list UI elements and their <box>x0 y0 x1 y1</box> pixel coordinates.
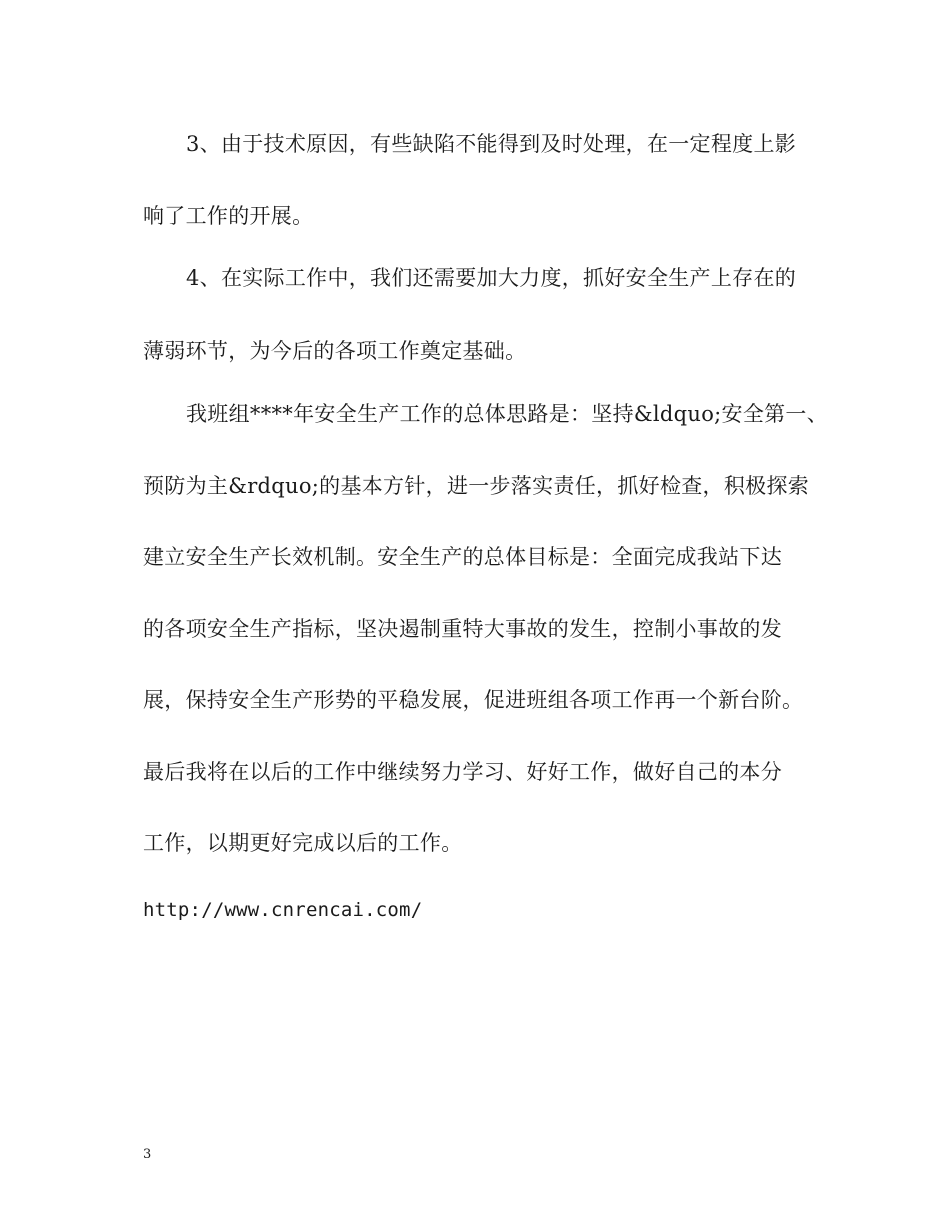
paragraph-plan-line-3: 建立安全生产长效机制。安全生产的总体目标是：全面完成我站下达 <box>143 545 782 569</box>
paragraph-3-line-1: 3、由于技术原因，有些缺陷不能得到及时处理，在一定程度上影 <box>186 132 797 156</box>
source-url: http://www.cnrencai.com/ <box>143 899 423 921</box>
paragraph-plan-line-7: 工作，以期更好完成以后的工作。 <box>143 831 463 855</box>
paragraph-plan-line-5: 展，保持安全生产形势的平稳发展，促进班组各项工作再一个新台阶。 <box>143 688 804 712</box>
paragraph-plan-line-1: 我班组****年安全生产工作的总体思路是：坚持&ldquo;安全第一、 <box>186 402 829 426</box>
paragraph-3-line-2: 响了工作的开展。 <box>143 204 314 228</box>
page-number: 3 <box>143 1147 152 1162</box>
paragraph-plan-line-6: 最后我将在以后的工作中继续努力学习、好好工作，做好自己的本分 <box>143 760 782 784</box>
paragraph-4-line-2: 薄弱环节，为今后的各项工作奠定基础。 <box>143 339 527 363</box>
paragraph-4-line-1: 4、在实际工作中，我们还需要加大力度，抓好安全生产上存在的 <box>186 266 797 290</box>
paragraph-plan-line-2: 预防为主&rdquo;的基本方针，进一步落实责任，抓好检查，积极探索 <box>143 474 810 498</box>
paragraph-plan-line-4: 的各项安全生产指标，坚决遏制重特大事故的发生，控制小事故的发 <box>143 617 782 641</box>
